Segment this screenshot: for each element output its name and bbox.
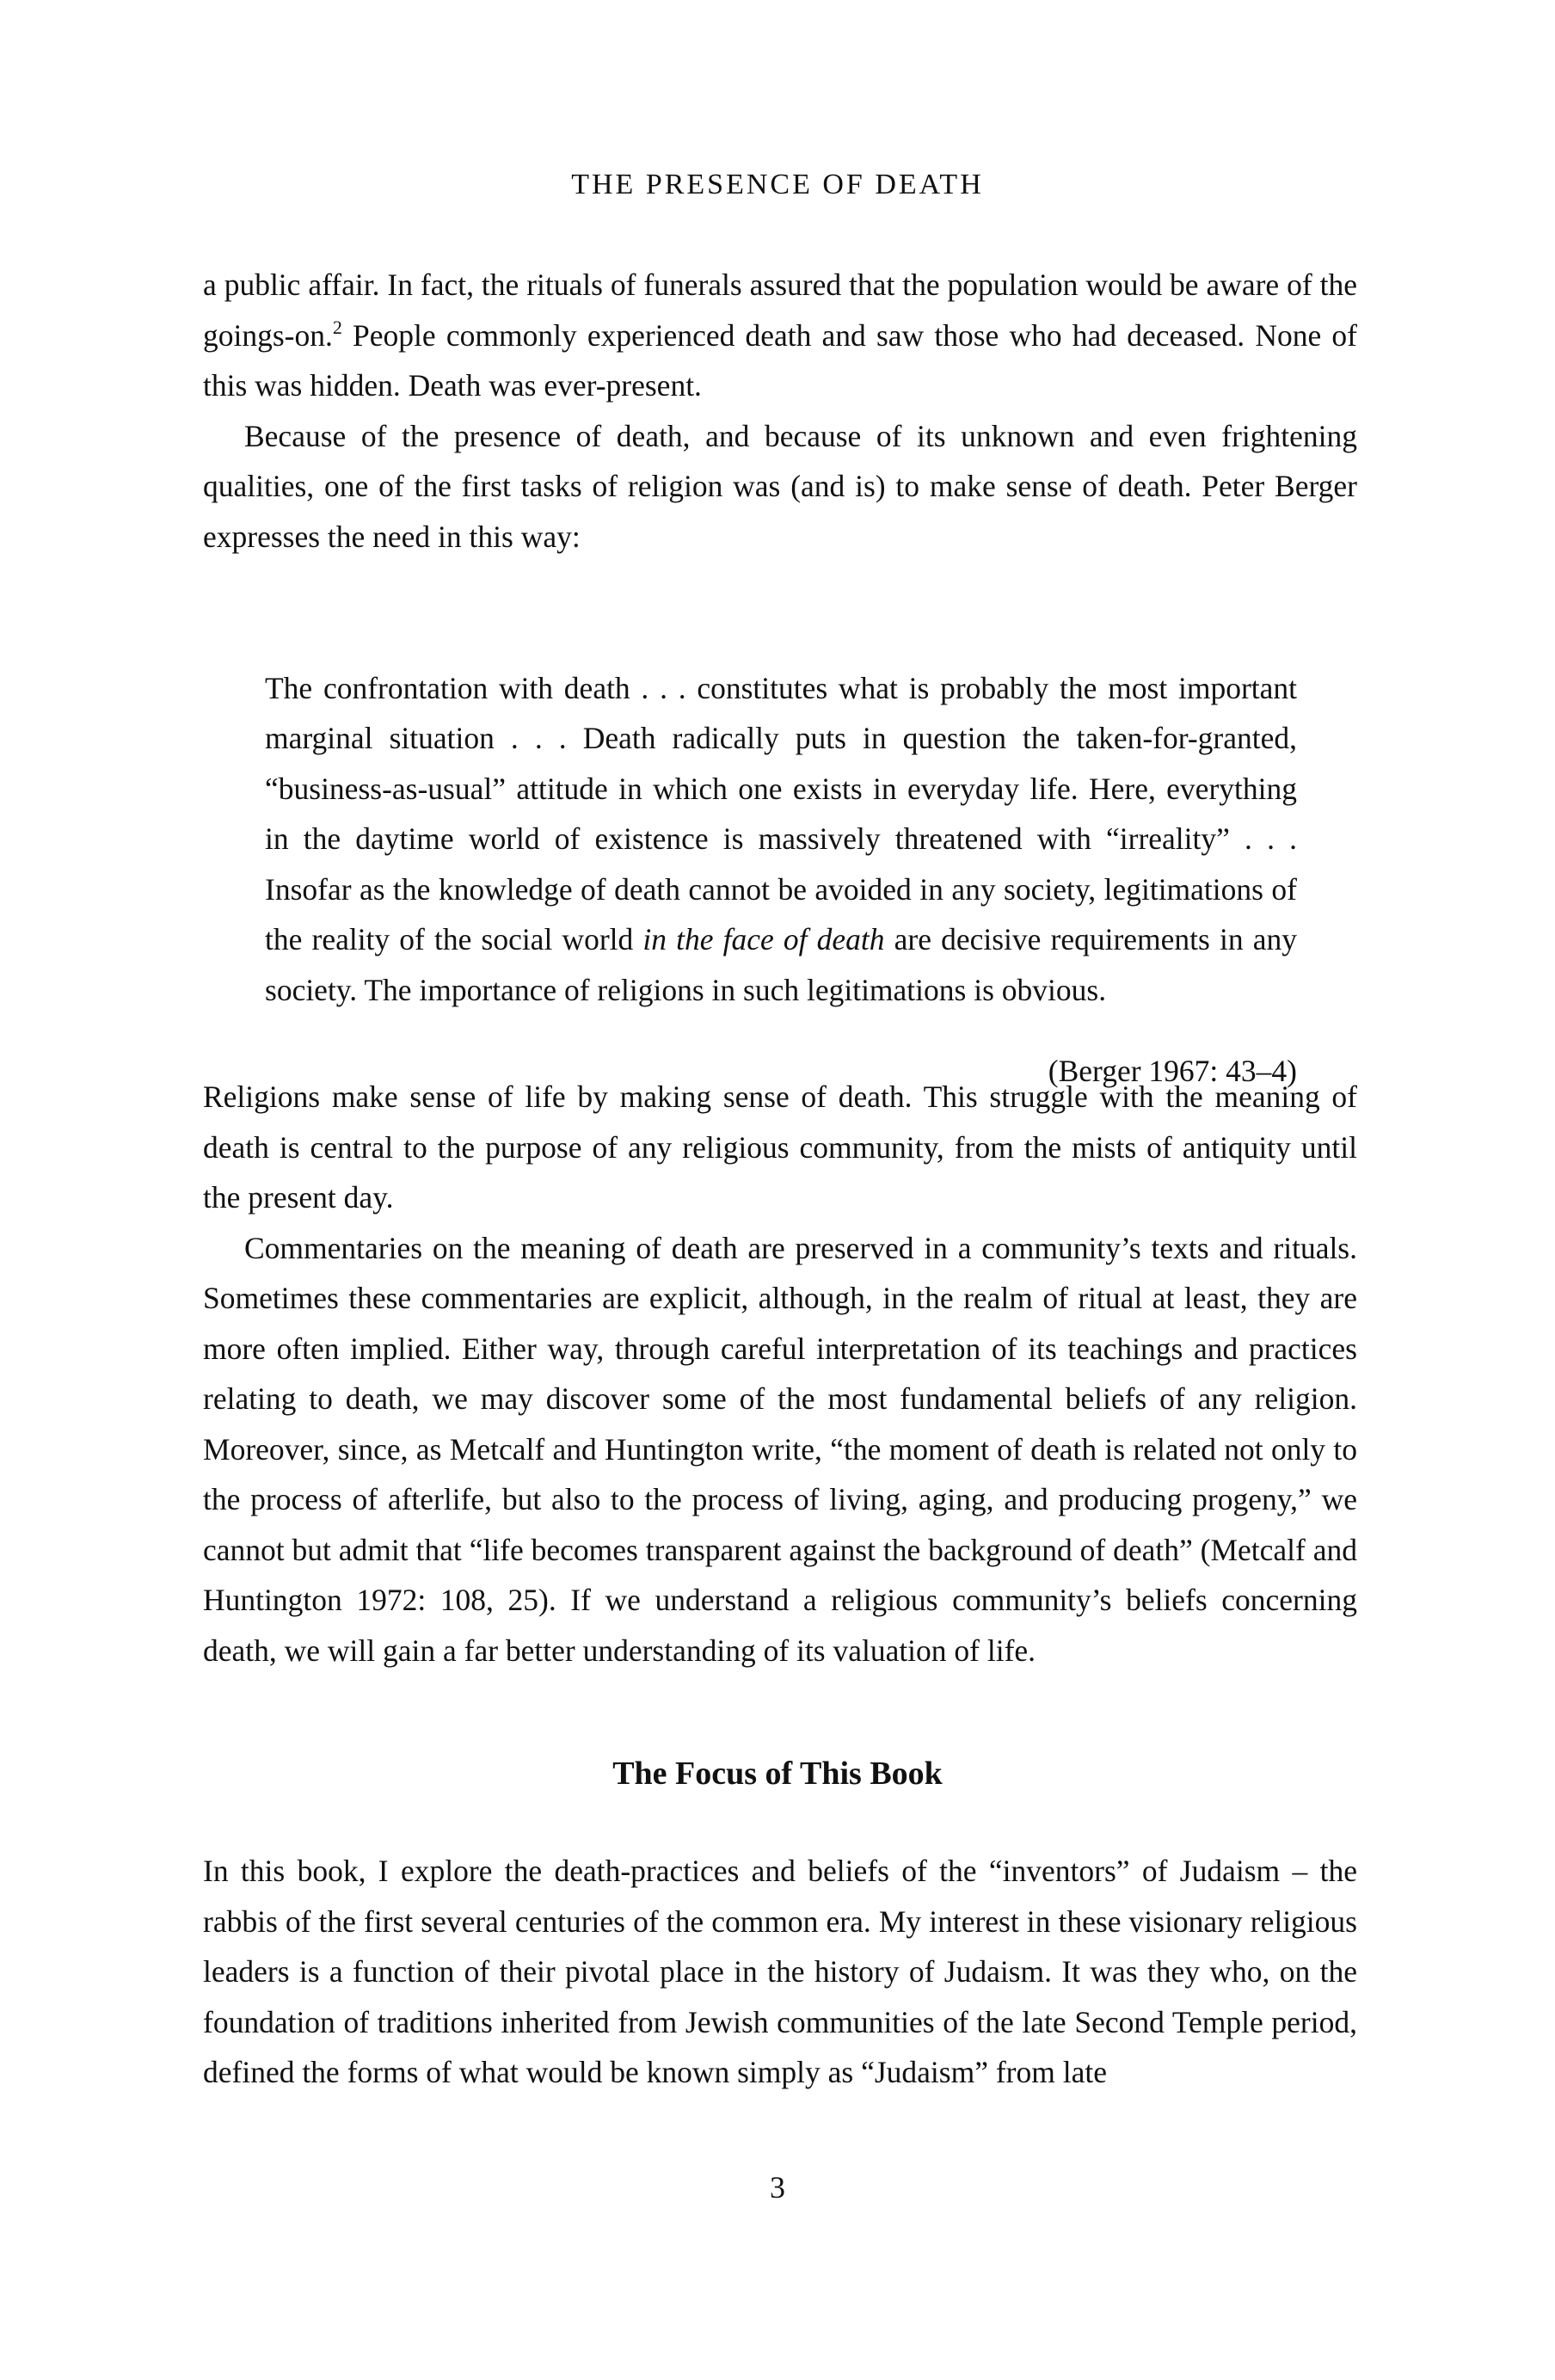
footnote-marker: 2 xyxy=(332,316,342,338)
block-quote-citation: (Berger 1967: 43–4) xyxy=(1048,1053,1297,1088)
paragraph-5: In this book, I explore the death-practices and beliefs of the “inventors” of Judaism – the rabbis of the first several centuries of the common era. My interest in these visionary religious leaders is a function of their pivotal place in the history of Judaism. It was they who, on the foundation of traditions inherited from Jewish communities of the late Second Temple period, defined the forms of what would be known simply as “Judaism” from late xyxy=(203,1854,1357,2089)
paragraph-1-text-b: People commonly experienced death and saw those who had deceased. None of this was hidden. Death was ever-present. xyxy=(203,317,1357,403)
block-quote-text-a: The confrontation with death . . . constitutes what is probably the most important marginal situation . . . Death radically puts in question the taken-for-granted, “business-as-usual” attitude in which one exists in everyday life. Here, everything in the daytime world of existence is massively threatened with “irreality” . . . Insofar as the knowledge of death cannot be avoided in any society, legitimations of the reality of the social world xyxy=(265,670,1297,956)
page-number: 3 xyxy=(770,2170,785,2205)
paragraph-1 xyxy=(203,260,1357,411)
paragraph-2: Because of the presence of death, and because of its unknown and even frightening qualities, one of the first tasks of religion was (and is) to make sense of death. Peter Berger expresses the need in this way: xyxy=(203,418,1357,554)
paragraph-1-text-a: a public affair. In fact, the rituals of funerals assured that the population would be aware of the goings-on. xyxy=(203,268,1357,353)
block-quote-text xyxy=(265,663,1297,1016)
closing-text-block xyxy=(203,1846,1357,2098)
block-quote-emphasis: in the face of death xyxy=(642,922,885,956)
paragraph-3: Religions make sense of life by making sense of death. This struggle with the meaning of death is central to the purpose of any religious community, from the mists of antiquity until the present day. xyxy=(203,1079,1357,1215)
block-quote-text-b: are decisive requirements in any society. The importance of religions in such legitimations is obvious. xyxy=(265,922,1297,1007)
paragraph-4: Commentaries on the meaning of death are preserved in a community’s texts and rituals. Sometimes these commentaries are explicit, although, in the realm of ritual at least, they are more often implied. Either way, through careful interpretation of its teachings and practices relating to death, we may discover some of the most fundamental beliefs of any religion. Moreover, since, as Metcalf and Huntington write, “the moment of death is related not only to the process of afterlife, but also to the process of living, aging, and producing progeny,” we cannot but admit that “life becomes transparent against the background of death” (Metcalf and Huntington 1972: 108, 25). If we understand a religious community’s beliefs concerning death, we will gain a far better understanding of its valuation of life. xyxy=(203,1230,1357,1668)
section-heading: The Focus of This Book xyxy=(612,1756,943,1792)
block-quote xyxy=(265,632,1297,1096)
opening-text-block xyxy=(203,260,1357,562)
running-head: THE PRESENCE OF DEATH xyxy=(571,169,984,200)
middle-text-block xyxy=(203,1072,1357,1676)
